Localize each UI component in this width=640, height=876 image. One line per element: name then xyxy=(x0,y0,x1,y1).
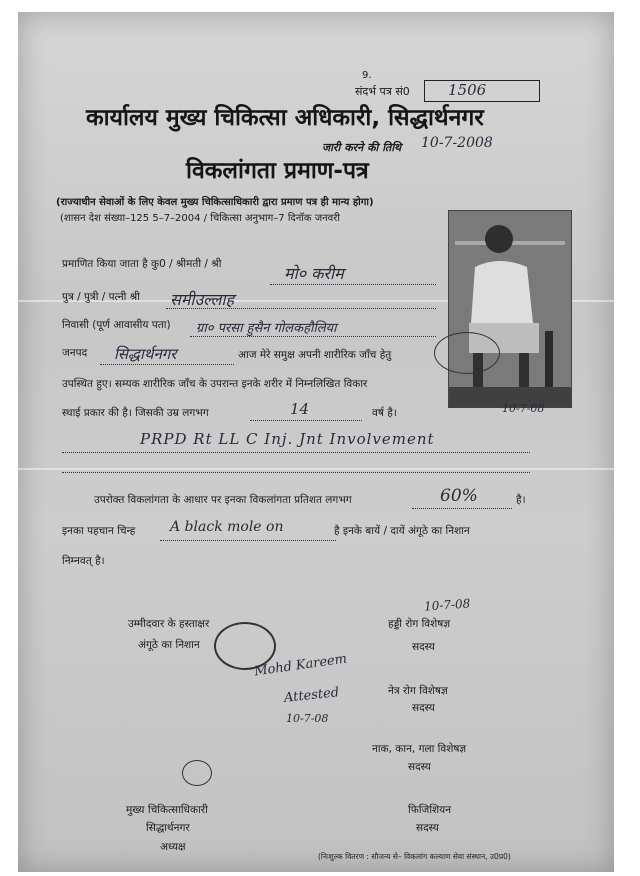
cmo-district-label: सिद्धार्थनगर xyxy=(146,822,190,834)
applicant-name: मो० करीम xyxy=(284,264,344,283)
parent-name: समीउल्लाह xyxy=(170,290,235,309)
office-title: कार्यालय मुख्य चिकित्सा अधिकारी, सिद्धार्थनगर xyxy=(86,105,484,131)
cmo-signature-mark xyxy=(182,760,212,786)
age-text: स्थाई प्रकार की है। जिसकी उम्र लगभग xyxy=(62,407,209,419)
district-label: जनपद xyxy=(62,347,88,359)
cmo-label: मुख्य चिकित्साधिकारी xyxy=(126,804,208,816)
diagnosis-line-2 xyxy=(62,472,530,473)
ortho-sign-date: 10-7-08 xyxy=(423,596,471,614)
photo-date: 10-7-08 xyxy=(502,402,545,415)
age-suffix: वर्ष है। xyxy=(372,407,397,419)
age-value: 14 xyxy=(290,400,310,418)
validity-note: (राज्याधीन सेवाओं के लिए केवल मुख्य चिकित्साधिकारी द्वारा प्रमाण पत्र ही मान्य होगा) xyxy=(56,197,374,208)
mark-line xyxy=(160,540,336,541)
ent-specialist-label: नाक, कान, गला विशेषज्ञ xyxy=(372,743,467,755)
thumb-text: है इनके बायें / दायें अंगूठे का निशान xyxy=(334,525,470,537)
disability-percent: 60% xyxy=(440,486,478,506)
footer-note: (निःशुल्क वितरण : सौजन्य से– विकलांग कल्याण सेवा संस्थान, उ0प्र0) xyxy=(318,852,511,861)
eye-member-label: सदस्य xyxy=(412,702,435,714)
candidate-signature: Mohd Kareem xyxy=(253,651,348,680)
exam-text: आज मेरे समुक्ष अपनी शारीरिक जाँच हेतु xyxy=(238,349,392,361)
parent-label: पुत्र / पुत्री / पत्नी श्री xyxy=(62,291,140,303)
physician-member-label: सदस्य xyxy=(416,822,439,834)
fold-line xyxy=(18,468,614,470)
issue-date: 10-7-2008 xyxy=(421,135,493,151)
candidate-signature-label: उम्मीदवार के हस्ताक्षर xyxy=(128,618,210,630)
percent-text: उपरोक्त विकलांगता के आधार पर इनका विकलांगता प्रतिशत लगभग xyxy=(94,494,352,506)
diagnosis: PRPD Rt LL C Inj. Jnt Involvement xyxy=(140,430,435,448)
percent-suffix: है। xyxy=(516,494,526,506)
thumb-impression-label: अंगूठे का निशान xyxy=(138,639,200,651)
applicant-photo xyxy=(448,210,572,408)
physician-label: फिजिशियन xyxy=(408,804,452,816)
diagnosis-line xyxy=(62,452,530,453)
attested-date: 10-7-08 xyxy=(286,712,329,725)
age-line xyxy=(250,420,362,421)
ref-number: 1506 xyxy=(448,81,487,99)
attested-note: Attested xyxy=(283,685,340,706)
residence-address: ग्रा० परसा हुसैन गोलकहौलिया xyxy=(196,321,337,336)
government-order: (शासन देश संख्या–125 5–7–2004 / चिकित्सा अनुभाग–7 दिनॉक जनवरी xyxy=(60,213,340,224)
issue-date-label: जारी करने की तिथि xyxy=(322,141,402,154)
residence-label: निवासी (पूर्ण आवासीय पता) xyxy=(62,319,171,331)
district-line xyxy=(100,364,234,365)
disorder-text: उपस्थित हुए। सम्यक शारीरिक जाँच के उपरान्त इनके शरीर में निम्नलिखित विकार xyxy=(62,378,368,390)
ent-member-label: सदस्य xyxy=(408,761,431,773)
ortho-member-label: सदस्य xyxy=(412,641,435,653)
eye-specialist-label: नेत्र रोग विशेषज्ञ xyxy=(388,685,448,697)
ref-dot: 9. xyxy=(362,70,372,81)
mark-label: इनका पहचान चिन्ह xyxy=(62,525,136,537)
below-text: निम्नवत् है। xyxy=(62,555,105,567)
residence-line xyxy=(190,336,436,337)
district: सिद्धार्थनगर xyxy=(114,345,177,363)
percent-line xyxy=(412,508,512,509)
photo-attest-stamp xyxy=(434,332,500,374)
ref-label: संदर्भ पत्र सं0 xyxy=(355,85,410,98)
chairman-label: अध्यक्ष xyxy=(160,841,186,853)
certificate-title: विकलांगता प्रमाण-पत्र xyxy=(186,158,369,184)
identification-mark: A black mole on xyxy=(170,519,284,535)
certified-label: प्रमाणित किया जाता है कु0 / श्रीमती / श्री xyxy=(62,258,222,270)
name-line xyxy=(270,284,436,285)
ortho-specialist-label: हड्डी रोग विशेषज्ञ xyxy=(388,618,451,630)
